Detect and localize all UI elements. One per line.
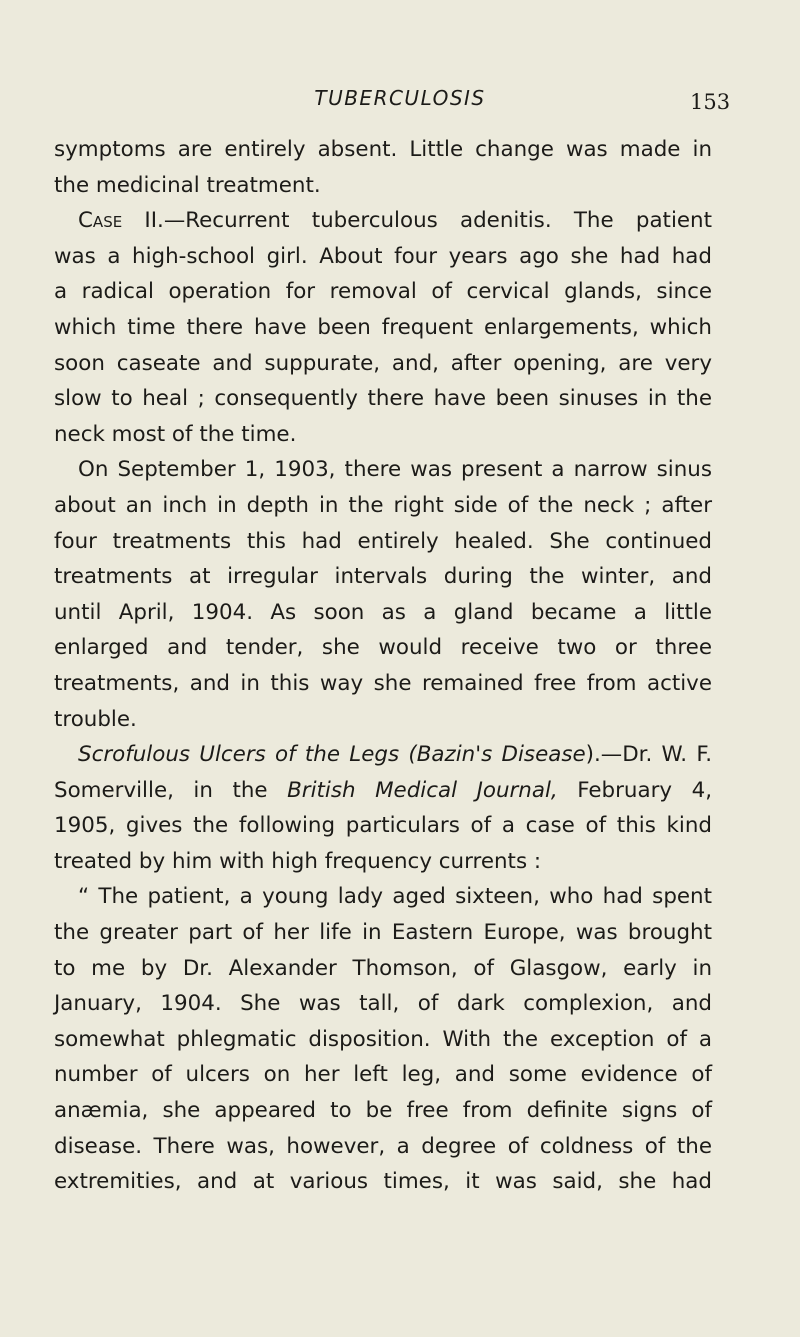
text-span: —Recurrent tuberculous adenitis. The patient [163, 208, 712, 234]
case-label: Case II. [78, 208, 164, 234]
text-line: number of ulcers on her left leg, and some evidence of [54, 1062, 712, 1088]
text-line: four treatments this had entirely healed. She continued [54, 528, 712, 554]
text-line: the greater part of her life in Eastern Europe, was brought [54, 920, 712, 946]
text-line: anæmia, she appeared to be free from definite signs of [54, 1098, 712, 1124]
text-line: which time there have been frequent enlargements, which [54, 314, 712, 340]
text-line: was a high-school girl. About four years ago she had had [54, 243, 712, 269]
journal-title: British Medical Journal, [287, 777, 558, 803]
text-line: slow to heal ; consequently there have been sinuses in the [54, 386, 712, 412]
body-text [54, 132, 712, 1200]
section-heading-line [54, 737, 712, 773]
text-span: ).—Dr. W. F. [585, 742, 712, 768]
text-line: until April, 1904. As soon as a gland became a little [54, 599, 712, 625]
text-line: disease. There was, however, a degree of coldness of the [54, 1133, 712, 1159]
text-line [54, 773, 712, 809]
text-line: symptoms are entirely absent. Little change was made in [54, 137, 712, 162]
text-line: 1905, gives the following particulars of a case of this kind [54, 813, 712, 839]
text-line: a radical operation for removal of cervical glands, since [54, 279, 712, 305]
text-line: January, 1904. She was tall, of dark complexion, and [54, 991, 712, 1017]
case-heading-line [54, 203, 712, 239]
section-title: Scrofulous Ulcers of the Legs ( [78, 742, 417, 768]
text-line: trouble. [54, 706, 137, 732]
text-line: somewhat phlegmatic disposition. With the exception of a [54, 1026, 712, 1052]
text-line: enlarged and tender, she would receive two or three [54, 635, 712, 661]
text-line: treated by him with high frequency currents : [54, 848, 542, 874]
text-line: neck most of the time. [54, 421, 297, 447]
running-title: TUBERCULOSIS [314, 86, 486, 110]
text-line: extremities, and at various times, it was said, she had [54, 1169, 712, 1195]
page-header [0, 86, 800, 116]
text-line: soon caseate and suppurate, and, after opening, are very [54, 350, 712, 376]
text-line: treatments, and in this way she remained free from active [54, 670, 712, 696]
page-number: 153 [690, 90, 731, 114]
text-span: February 4, [557, 777, 712, 803]
text-line: to me by Dr. Alexander Thomson, of Glasgow, early in [54, 955, 712, 981]
text-span: Somerville, in the [54, 777, 288, 803]
disease-name: Bazin's Disease [416, 742, 586, 768]
text-line: treatments at irregular intervals during the winter, and [54, 564, 712, 590]
text-line: about an inch in depth in the right side of the neck ; after [54, 492, 712, 518]
text-line: On September 1, 1903, there was present a narrow sinus [78, 457, 712, 483]
text-line: “ The patient, a young lady aged sixteen, who had spent [78, 884, 712, 910]
text-line: the medicinal treatment. [54, 172, 321, 198]
